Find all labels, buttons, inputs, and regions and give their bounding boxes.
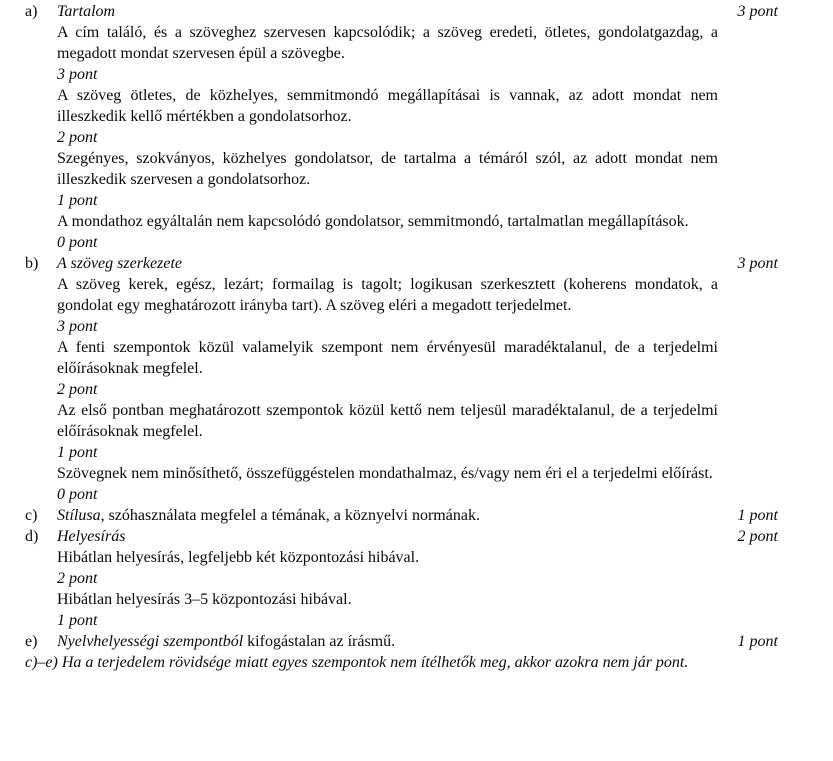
item-header bbox=[25, 253, 778, 274]
item-title-rest: , szóhasználata megfelel a témának, a köznyelvi normának. bbox=[100, 507, 480, 524]
item-header bbox=[25, 526, 778, 547]
item-title-italic: Tartalom bbox=[57, 3, 116, 20]
criterion-points: 1 pont bbox=[57, 192, 98, 209]
item-title-italic: Stílusa bbox=[57, 507, 101, 524]
item-max-points: 1 pont bbox=[737, 507, 778, 524]
item-title bbox=[57, 253, 726, 274]
item-letter: c) bbox=[25, 507, 38, 524]
criterion-points: 0 pont bbox=[57, 234, 98, 251]
criterion-points: 2 pont bbox=[57, 129, 98, 146]
item-title bbox=[57, 526, 726, 547]
criterion-points: 2 pont bbox=[57, 570, 98, 587]
item-title-italic: Helyesírás bbox=[57, 528, 126, 545]
rubric-item-e bbox=[25, 631, 778, 652]
criterion-points: 3 pont bbox=[57, 318, 98, 335]
criterion-text: Az első pontban meghatározott szempontok közül kettő nem teljesül maradéktalanul, de a terjedelmi előírásoknak megfelel. bbox=[57, 402, 718, 440]
criterion-text: Hibátlan helyesírás 3–5 központozási hibával. bbox=[57, 591, 352, 608]
item-title-italic: A szöveg szerkezete bbox=[57, 255, 182, 272]
criterion-text: A szöveg kerek, egész, lezárt; formailag is tagolt; logikusan szerkesztett (koherens mondatok, a gondolat egy meghatározott irányba tart). A szöveg eléri a megadott terjedelmet. bbox=[57, 276, 718, 314]
criterion-text: Szegényes, szokványos, közhelyes gondolatsor, de tartalma a témáról szól, az adott mondat nem illeszkedik szervesen a gondolatsorhoz. bbox=[57, 150, 718, 188]
item-title bbox=[57, 1, 726, 22]
item-letter: a) bbox=[25, 3, 38, 20]
rubric-item-a bbox=[25, 1, 778, 253]
criterion-points: 2 pont bbox=[57, 381, 98, 398]
rubric-item-b bbox=[25, 253, 778, 505]
item-max-points: 1 pont bbox=[737, 633, 778, 650]
criterion-text: Szövegnek nem minősíthető, összefüggéstelen mondathalmaz, és/vagy nem éri el a terjedelmi előírást. bbox=[57, 465, 713, 482]
rubric-item-c bbox=[25, 505, 778, 526]
item-header bbox=[25, 1, 778, 22]
item-max-points: 3 pont bbox=[737, 3, 778, 20]
item-header bbox=[25, 505, 778, 526]
rubric-item-d bbox=[25, 526, 778, 631]
item-letter: e) bbox=[25, 633, 38, 650]
criterion-points: 0 pont bbox=[57, 486, 98, 503]
footnote: c)–e) Ha a terjedelem rövidsége miatt egyes szempontok nem ítélhetők meg, akkor azokra nem jár pont. bbox=[25, 654, 689, 671]
criterion-points: 3 pont bbox=[57, 66, 98, 83]
criterion-points: 1 pont bbox=[57, 612, 98, 629]
item-letter: d) bbox=[25, 528, 39, 545]
criterion-text: A mondathoz egyáltalán nem kapcsolódó gondolatsor, semmitmondó, tartalmatlan megállapítások. bbox=[57, 213, 689, 230]
criterion-text: A fenti szempontok közül valamelyik szempont nem érvényesül maradéktalanul, de a terjedelmi előírásoknak megfelel. bbox=[57, 339, 718, 377]
item-title-italic: Nyelvhelyességi szempontból bbox=[57, 633, 244, 650]
item-max-points: 3 pont bbox=[737, 255, 778, 272]
criterion-text: A szöveg ötletes, de közhelyes, semmitmondó megállapításai is vannak, az adott mondat nem illeszkedik kellő mértékben a gondolatsorhoz. bbox=[57, 87, 718, 125]
item-max-points: 2 pont bbox=[737, 528, 778, 545]
item-title-rest: kifogástalan az írásmű. bbox=[243, 633, 396, 650]
item-letter: b) bbox=[25, 255, 39, 272]
item-header bbox=[25, 631, 778, 652]
criterion-points: 1 pont bbox=[57, 444, 98, 461]
item-title bbox=[57, 505, 726, 526]
item-title bbox=[57, 631, 726, 652]
criterion-text: Hibátlan helyesírás, legfeljebb két központozási hibával. bbox=[57, 549, 420, 566]
criterion-text: A cím találó, és a szöveghez szervesen kapcsolódik; a szöveg eredeti, ötletes, gondolatgazdag, a megadott mondat szervesen épül a szövegbe. bbox=[57, 24, 718, 62]
